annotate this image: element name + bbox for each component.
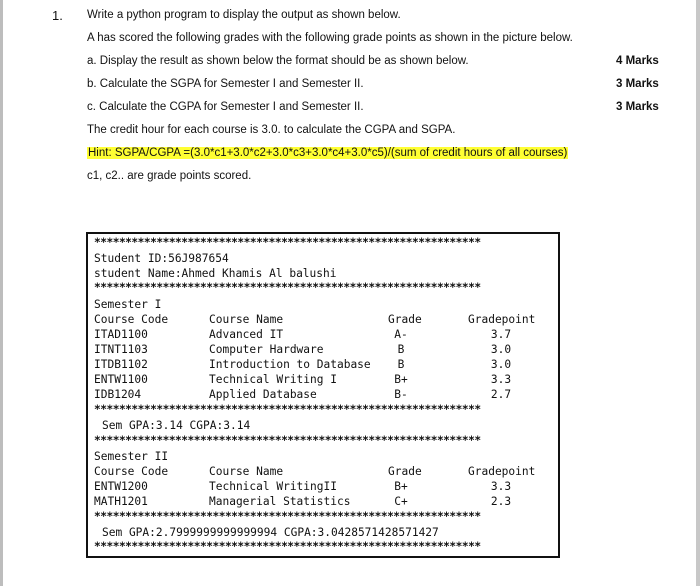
semester-1-gpa-summary: Sem GPA:3.14 CGPA:3.14 <box>102 419 251 432</box>
table-row-gradepoint: 3.7 <box>490 328 512 341</box>
table-row-name: Applied Database <box>209 388 317 401</box>
table-row-grade: B+ <box>394 373 408 386</box>
credit-hour-note: The credit hour for each course is 3.0. to calculate the CGPA and SGPA. <box>87 124 456 136</box>
header-course-name: Course Name <box>209 465 284 478</box>
question-line-2: A has scored the following grades with the following grade points as shown in the picture below. <box>87 32 573 44</box>
grade-point-note: c1, c2.. are grade points scored. <box>87 170 252 182</box>
table-row-gradepoint: 3.3 <box>490 373 512 386</box>
header-course-code: Course Code <box>94 313 169 326</box>
table-row-code: ITAD1100 <box>94 328 148 341</box>
question-line-1: Write a python program to display the output as shown below. <box>87 9 401 21</box>
marks-part-a: 4 Marks <box>616 55 659 67</box>
table-row-name: Computer Hardware <box>209 343 324 356</box>
table-row-name: Managerial Statistics <box>209 495 351 508</box>
table-row-code: ITDB1102 <box>94 358 148 371</box>
star-divider: ************************************************************** <box>94 236 481 249</box>
star-divider: ************************************************************** <box>94 510 481 523</box>
header-grade: Grade <box>388 465 422 478</box>
hint-line <box>87 147 568 159</box>
header-course-code: Course Code <box>94 465 169 478</box>
table-row-grade: B <box>397 343 405 356</box>
marks-part-b: 3 Marks <box>616 78 659 90</box>
program-output-screenshot <box>86 232 560 558</box>
header-gradepoint: Gradepoint <box>468 465 536 478</box>
star-divider: ************************************************************** <box>94 281 481 294</box>
star-divider: ************************************************************** <box>94 403 481 416</box>
table-row-gradepoint: 2.7 <box>490 388 512 401</box>
header-gradepoint: Gradepoint <box>468 313 536 326</box>
header-course-name: Course Name <box>209 313 284 326</box>
star-divider: ************************************************************** <box>94 434 481 447</box>
table-row-code: ITNT1103 <box>94 343 148 356</box>
star-divider: ************************************************************** <box>94 540 481 553</box>
question-number: 1. <box>52 8 63 23</box>
table-row-name: Technical WritingII <box>209 480 337 493</box>
hint-highlight: Hint: SGPA/CGPA =(3.0*c1+3.0*c2+3.0*c3+3.0*c4+3.0*c5)/(sum of credit hours of all courses) <box>88 147 568 159</box>
table-row-grade: B- <box>394 388 408 401</box>
table-row-name: Advanced IT <box>209 328 284 341</box>
question-part-c: c. Calculate the CGPA for Semester I and Semester II. <box>87 101 364 113</box>
student-name: student Name:Ahmed Khamis Al balushi <box>94 267 337 280</box>
semester-1-title: Semester I <box>94 298 162 311</box>
table-row-gradepoint: 3.0 <box>490 358 512 371</box>
table-row-code: MATH1201 <box>94 495 148 508</box>
table-row-code: IDB1204 <box>94 388 142 401</box>
semester-2-title: Semester II <box>94 450 169 463</box>
table-row-grade: B <box>397 358 405 371</box>
table-row-gradepoint: 2.3 <box>490 495 512 508</box>
table-row-name: Introduction to Database <box>209 358 371 371</box>
table-row-code: ENTW1200 <box>94 480 148 493</box>
table-row-name: Technical Writing I <box>209 373 337 386</box>
question-part-b: b. Calculate the SGPA for Semester I and Semester II. <box>87 78 364 90</box>
student-id: Student ID:56J987654 <box>94 252 229 265</box>
question-part-a: a. Display the result as shown below the format should be as shown below. <box>87 55 469 67</box>
page-left-edge <box>0 0 3 586</box>
header-grade: Grade <box>388 313 422 326</box>
page-right-edge <box>696 0 700 586</box>
table-row-grade: C+ <box>394 495 408 508</box>
table-row-code: ENTW1100 <box>94 373 148 386</box>
marks-part-c: 3 Marks <box>616 101 659 113</box>
table-row-grade: B+ <box>394 480 408 493</box>
semester-2-gpa-summary: Sem GPA:2.7999999999999994 CGPA:3.0428571428571427 <box>102 526 439 539</box>
table-row-gradepoint: 3.0 <box>490 343 512 356</box>
table-row-grade: A- <box>394 328 408 341</box>
table-row-gradepoint: 3.3 <box>490 480 512 493</box>
